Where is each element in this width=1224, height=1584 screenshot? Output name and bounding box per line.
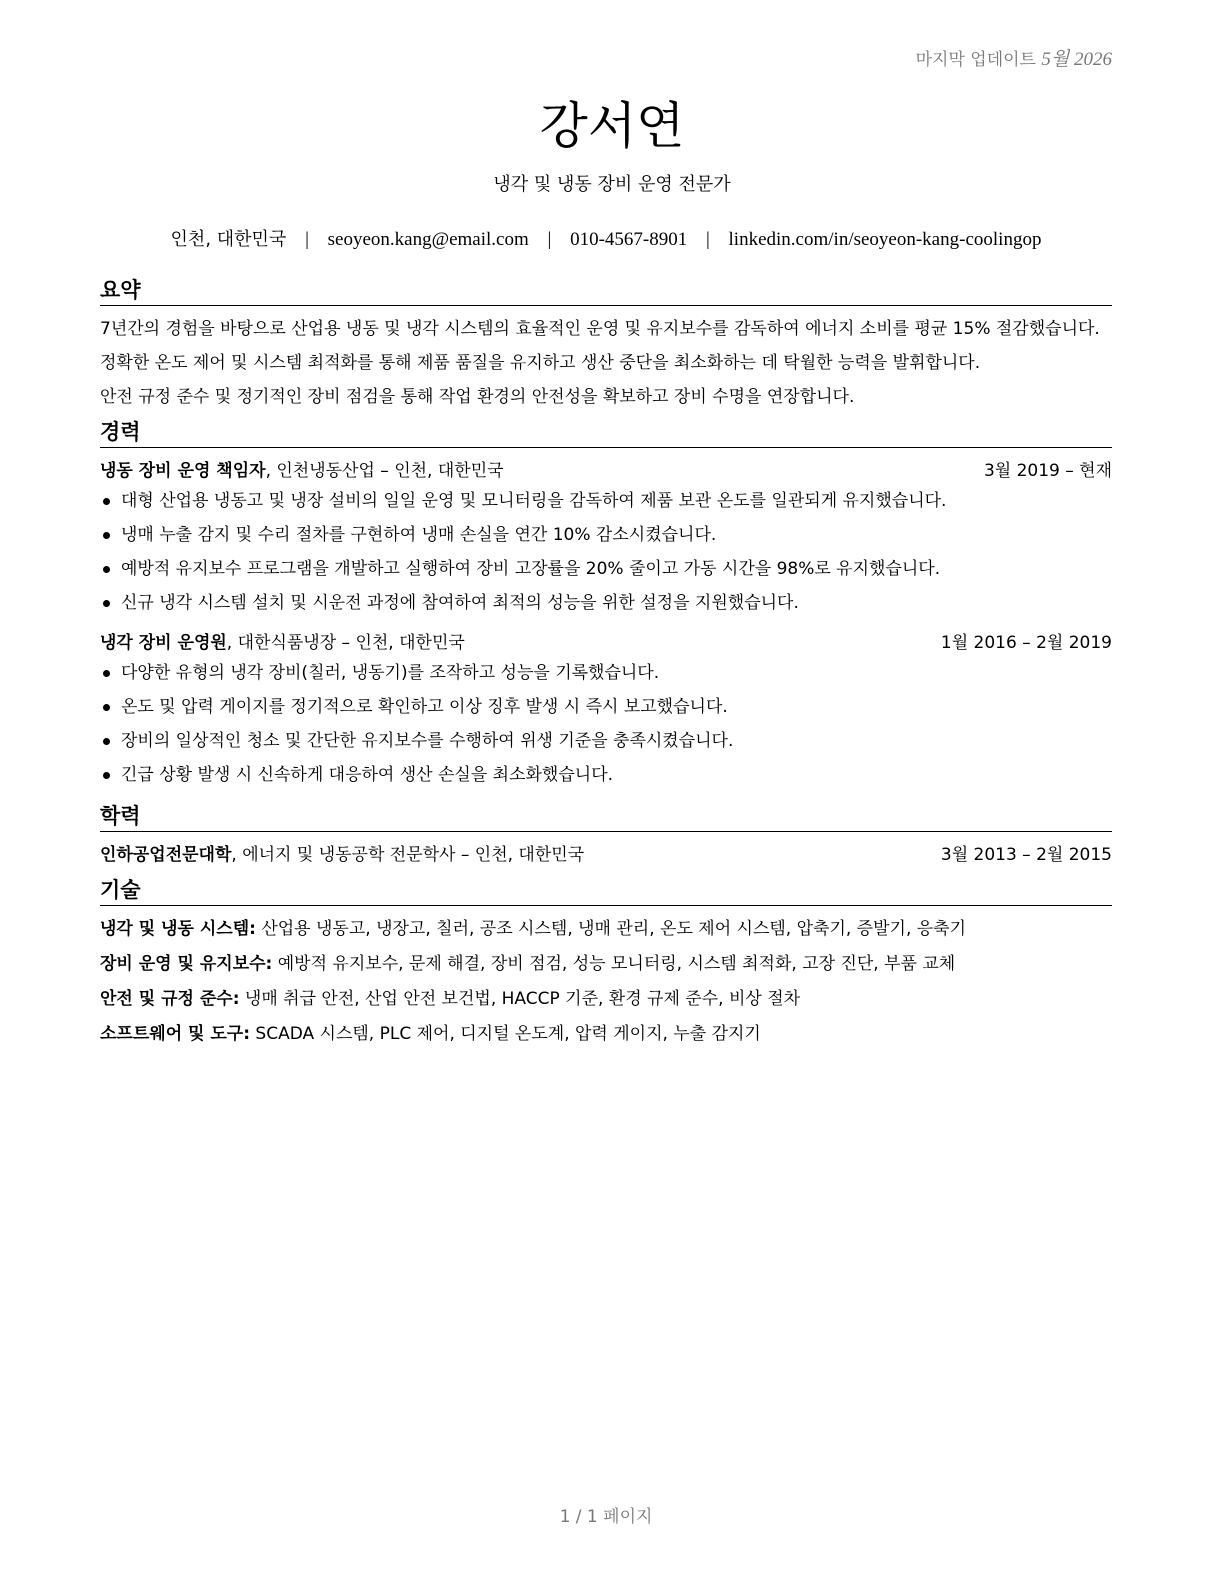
skill-row (100, 916, 1112, 942)
skill-row (100, 1021, 1112, 1047)
bullet-icon (103, 600, 110, 607)
bullet-item (100, 694, 1112, 720)
job-bullets (100, 660, 1112, 788)
skill-items: 냉매 취급 안전, 산업 안전 보건법, HACCP 기준, 환경 규제 준수, 비상 절차 (239, 989, 801, 1009)
job-title: 냉각 장비 운영원 (100, 633, 227, 653)
school-name: 인하공업전문대학 (100, 845, 232, 865)
skill-items: 산업용 냉동고, 냉장고, 칠러, 공조 시스템, 냉매 관리, 온도 제어 시스템, 압축기, 증발기, 응축기 (255, 919, 967, 939)
skills-heading: 기술 (100, 876, 1112, 906)
bullet-text: 신규 냉각 시스템 설치 및 시운전 과정에 참여하여 최적의 성능을 위한 설정을 지원했습니다. (121, 593, 799, 613)
summary-paragraph: 정확한 온도 제어 및 시스템 최적화를 통해 제품 품질을 유지하고 생산 중단을 최소화하는 데 탁월한 능력을 발휘합니다. (100, 353, 981, 373)
skill-row (100, 986, 1112, 1012)
page-indicator: 1 / 1 페이지 (559, 1507, 653, 1527)
bullet-text: 냉매 누출 감지 및 수리 절차를 구현하여 냉매 손실을 연간 10% 감소시켰습니다. (121, 525, 717, 545)
last-updated (916, 44, 1112, 71)
degree-detail: , 에너지 및 냉동공학 전문학사 – 인천, 대한민국 (231, 845, 585, 865)
education-info (100, 842, 584, 868)
bullet-text: 온도 및 압력 게이지를 정기적으로 확인하고 이상 징후 발생 시 즉시 보고했습니다. (121, 697, 728, 717)
contact-line (0, 225, 1212, 251)
contact-email[interactable]: seoyeon.kang@email.com (327, 229, 529, 250)
education-section (100, 802, 1112, 868)
professional-headline: 냉각 및 냉동 장비 운영 전문가 (493, 174, 731, 195)
bullet-icon (103, 704, 110, 711)
bullet-text: 장비의 일상적인 청소 및 간단한 유지보수를 수행하여 위생 기준을 충족시켰습니다. (121, 731, 734, 751)
job-entry (100, 630, 1112, 788)
job-title: 냉동 장비 운영 책임자 (100, 461, 266, 481)
skill-items: SCADA 시스템, PLC 제어, 디지털 온도계, 압력 게이지, 누출 감지기 (250, 1024, 761, 1044)
experience-heading: 경력 (100, 418, 1112, 448)
job-role (100, 458, 504, 484)
bullet-item (100, 660, 1112, 686)
skill-row (100, 951, 1112, 977)
summary-paragraph: 7년간의 경험을 바탕으로 산업용 냉동 및 냉각 시스템의 효율적인 운영 및 유지보수를 감독하여 에너지 소비를 평균 15% 절감했습니다. (100, 319, 1100, 339)
bullet-icon (103, 532, 110, 539)
bullet-item (100, 522, 1112, 548)
skill-items: 예방적 유지보수, 문제 해결, 장비 점검, 성능 모니터링, 시스템 최적화, 고장 진단, 부품 교체 (272, 954, 956, 974)
experience-section (100, 418, 1112, 788)
summary-section (100, 276, 1112, 410)
bullet-icon (103, 772, 110, 779)
bullet-item (100, 728, 1112, 754)
last-updated-date: 5월 2026 (1041, 49, 1112, 70)
bullet-item (100, 762, 1112, 788)
skill-category: 안전 및 규정 준수: (100, 989, 240, 1009)
job-org: , 대한식품냉장 – 인천, 대한민국 (226, 633, 465, 653)
summary-heading: 요약 (100, 276, 1112, 306)
contact-phone: 010-4567-8901 (570, 229, 688, 250)
bullet-text: 다양한 유형의 냉각 장비(칠러, 냉동기)를 조작하고 성능을 기록했습니다. (121, 663, 660, 683)
bullet-item (100, 488, 1112, 514)
job-role (100, 630, 465, 656)
bullet-icon (103, 566, 110, 573)
education-dates: 3월 2013 – 2월 2015 (940, 845, 1112, 865)
last-updated-label: 마지막 업데이트 (915, 50, 1036, 70)
job-header (100, 458, 1112, 484)
candidate-name: 강서연 (539, 97, 685, 155)
resume-body (100, 276, 1112, 1056)
summary-paragraph: 안전 규정 준수 및 정기적인 장비 점검을 통해 작업 환경의 안전성을 확보하고 장비 수명을 연장합니다. (100, 387, 855, 407)
job-dates: 1월 2016 – 2월 2019 (940, 633, 1112, 653)
bullet-icon (103, 670, 110, 677)
contact-location: 인천, 대한민국 (170, 229, 287, 250)
skills-section (100, 876, 1112, 1047)
bullet-icon (103, 498, 110, 505)
bullet-icon (103, 738, 110, 745)
job-bullets (100, 488, 1112, 616)
job-header (100, 630, 1112, 656)
skill-category: 소프트웨어 및 도구: (100, 1024, 251, 1044)
job-org: , 인천냉동산업 – 인천, 대한민국 (265, 461, 504, 481)
contact-linkedin[interactable]: linkedin.com/in/seoyeon-kang-coolingop (728, 229, 1042, 250)
job-dates: 3월 2019 – 현재 (983, 461, 1112, 481)
contact-separator: | (705, 229, 710, 250)
bullet-text: 예방적 유지보수 프로그램을 개발하고 실행하여 장비 고장률을 20% 줄이고 가동 시간을 98%로 유지했습니다. (121, 559, 941, 579)
education-heading: 학력 (100, 802, 1112, 832)
skill-category: 냉각 및 냉동 시스템: (100, 919, 256, 939)
contact-separator: | (305, 229, 309, 250)
contact-separator: | (547, 229, 552, 250)
skill-category: 장비 운영 및 유지보수: (100, 954, 273, 974)
bullet-item (100, 556, 1112, 582)
bullet-text: 긴급 상황 발생 시 신속하게 대응하여 생산 손실을 최소화했습니다. (121, 765, 614, 785)
education-entry (100, 842, 1112, 868)
bullet-item (100, 590, 1112, 616)
bullet-text: 대형 산업용 냉동고 및 냉장 설비의 일일 운영 및 모니터링을 감독하여 제품 보관 온도를 일관되게 유지했습니다. (121, 491, 947, 511)
job-entry (100, 458, 1112, 616)
